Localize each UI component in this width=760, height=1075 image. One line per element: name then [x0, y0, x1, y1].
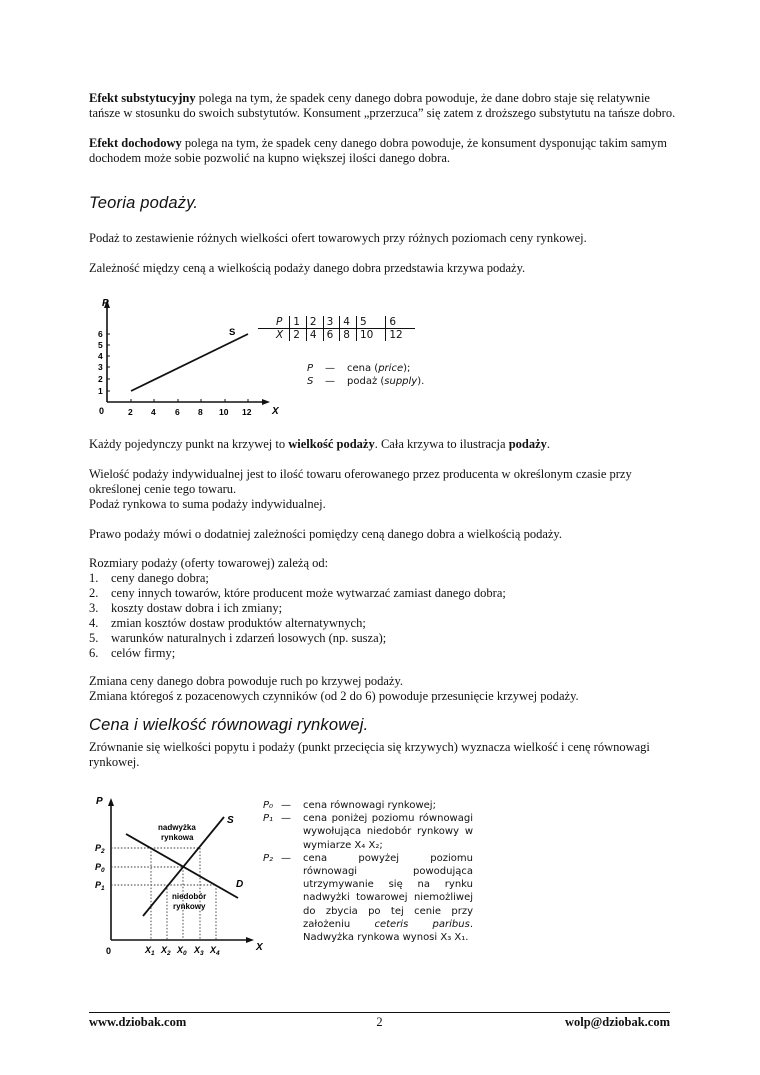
supply-curve-line	[131, 334, 248, 391]
supply-point-paragraph: Każdy pojedynczy punkt na krzywej to wielkość podaży. Cała krzywa to ilustracja podaży.	[89, 437, 551, 451]
y-tick-labels	[98, 329, 103, 396]
supply-factors: Rozmiary podaży (oferty towarowej) zależą od: 1. ceny danego dobra; 2. ceny innych towarów, które producent może wytwarzać zamiast danego dobra; 3. koszty dostaw dobra i ich zmiany; 4. zmian kosztów dostaw produktów alternatywnych; 5. warunków naturalnych i zdarzeń losowych (np. susza); 6. celów firmy;	[89, 556, 679, 661]
price-change-paragraph: Zmiana ceny danego dobra powoduje ruch po krzywej podaży.	[89, 674, 404, 688]
list-item: 2. ceny innych towarów, które producent może wytwarzać zamiast danego dobra;	[89, 586, 506, 600]
substitution-effect-term: Efekt substytucyjny	[89, 91, 196, 105]
footer-divider	[89, 1012, 670, 1013]
supply-curve-label: S	[229, 327, 236, 338]
substitution-effect-paragraph: Efekt substytucyjny polega na tym, że spadek ceny danego dobra powoduje, że dane dobro staje się relatywnie tańsze w stosunku do swoich substytutów. Konsument „przerzuca” się zatem z droższego substytutu na tańsze dobro.	[89, 91, 676, 120]
footer-email-link[interactable]: wolp@dziobak.com	[564, 1015, 670, 1029]
supply-curve-intro: Zależność między ceną a wielkością podaży danego dobra przedstawia krzywa podaży.	[89, 261, 526, 275]
supply-definition: Podaż to zestawienie różnych wielkości ofert towarowych przy różnych poziomach ceny rynkowej.	[89, 231, 587, 245]
svg-text:X3: $X_3$	[194, 945, 204, 957]
svg-text:P0: $P_0$	[95, 862, 105, 874]
y-axis-label: P	[96, 796, 103, 807]
svg-text:rynkowy: rynkowy	[173, 902, 206, 911]
price-level-labels	[95, 843, 105, 892]
svg-text:X2: $X_2$	[161, 945, 171, 957]
x-axis-label: X	[256, 942, 263, 953]
svg-text:6: 6	[175, 407, 180, 417]
income-effect-paragraph: Efekt dochodowy polega na tym, że spadek ceny danego dobra powoduje, że konsument dysponując takim samym dochodem może sobie pozwolić na kupno większej ilości danego dobra.	[89, 136, 668, 165]
footer-website-link[interactable]: www.dziobak.com	[89, 1015, 187, 1029]
svg-text:2: 2	[128, 407, 133, 417]
law-of-supply-paragraph: Prawo podaży mówi o dodatniej zależności pomiędzy ceną danego dobra a wielkością podaży.	[89, 527, 562, 541]
svg-text:1: 1	[98, 386, 103, 396]
svg-text:X0: $X_0$	[177, 945, 187, 957]
supply-factors-list	[89, 571, 679, 661]
svg-text:P2: $P_2$	[95, 843, 105, 855]
legend-row-p0: P₀ — cena równowagi rynkowej;	[263, 800, 436, 811]
list-item: 3. koszty dostaw dobra i ich zmiany;	[89, 601, 283, 615]
legend-row-price: P — cena ( price );	[307, 363, 411, 374]
supply-legend	[307, 362, 424, 388]
y-axis-label: P	[102, 298, 109, 309]
svg-text:12: 12	[242, 407, 252, 417]
equilibrium-paragraph: Zrównanie się wielkości popytu i podaży (punkt przecięcia się krzywych) wyznacza wielkość i cenę równowagi rynkowej.	[89, 740, 650, 769]
page-footer	[89, 1015, 670, 1030]
price-quantity-table: P 1 2 3 4 5 6 X 2 4 6 8 10 12	[258, 316, 415, 341]
supply-curve-label: S	[227, 815, 234, 826]
equilibrium-chart	[86, 790, 271, 960]
svg-text:5: 5	[98, 340, 103, 350]
svg-text:6: 6	[98, 329, 103, 339]
demand-curve-line	[126, 834, 238, 898]
section-heading-equilibrium: Cena i wielkość równowagi rynkowej.	[89, 716, 369, 734]
income-effect-term: Efekt dochodowy	[89, 136, 182, 150]
legend-row-p2: P₂ — cena powyżej poziomu równowagi powodująca utrzymywanie się na rynku nadwyżki towarowej niemożliwej do zbycia po tej cenie przy założeniu ceteris paribus. Nadwyżka rynkowa wynosi X₃ X₁.	[263, 852, 474, 944]
shortage-label: niedobór	[172, 892, 207, 901]
list-item: 1. ceny danego dobra;	[89, 571, 209, 585]
quantity-labels	[144, 945, 220, 957]
list-item: 6. celów firmy;	[89, 646, 176, 660]
svg-text:3: 3	[98, 362, 103, 372]
list-item: 5. warunków naturalnych i zdarzeń losowych (np. susza);	[89, 631, 387, 645]
svg-text:rynkowa: rynkowa	[161, 833, 194, 842]
svg-text:2: 2	[98, 374, 103, 384]
svg-text:P1: $P_1$	[95, 880, 105, 892]
legend-row-supply: S — podaż ( supply ).	[307, 376, 425, 388]
nonprice-change-paragraph: Zmiana któregoś z pozacenowych czynników (od 2 do 6) powoduje przesunięcie krzywej podaży.	[89, 689, 579, 703]
svg-text:X4: $X_4$	[210, 945, 220, 957]
surplus-label: nadwyżka	[158, 823, 196, 832]
individual-supply-paragraph: Wielość podaży indywidualnej jest to ilość towaru oferowanego przez producenta w określonym czasie przy określonej cenie tego towaru.	[89, 467, 632, 496]
x-axis-label: X	[272, 406, 279, 417]
svg-text:4: 4	[98, 351, 103, 361]
page-number: 2	[376, 1015, 383, 1029]
svg-text:X1: $X_1$	[145, 945, 155, 957]
origin-label: 0	[99, 406, 105, 416]
svg-text:10: 10	[219, 407, 229, 417]
legend-row-p1: P₁ — cena poniżej poziomu równowagi wywołująca niedobór rynkowy w wymiarze X₄ X₂;	[263, 813, 473, 851]
market-supply-paragraph: Podaż rynkowa to suma podaży indywidualnej.	[89, 497, 326, 511]
x-tick-labels	[128, 407, 252, 417]
svg-text:8: 8	[198, 407, 203, 417]
list-item: 4. zmian kosztów dostaw produktów alternatywnych;	[89, 616, 366, 630]
svg-text:4: 4	[151, 407, 156, 417]
supply-curve-chart	[86, 292, 286, 422]
section-heading-supply-theory: Teoria podaży.	[89, 194, 199, 212]
origin-label: 0	[106, 946, 112, 956]
equilibrium-legend	[263, 799, 473, 944]
demand-curve-label: D	[236, 879, 244, 890]
